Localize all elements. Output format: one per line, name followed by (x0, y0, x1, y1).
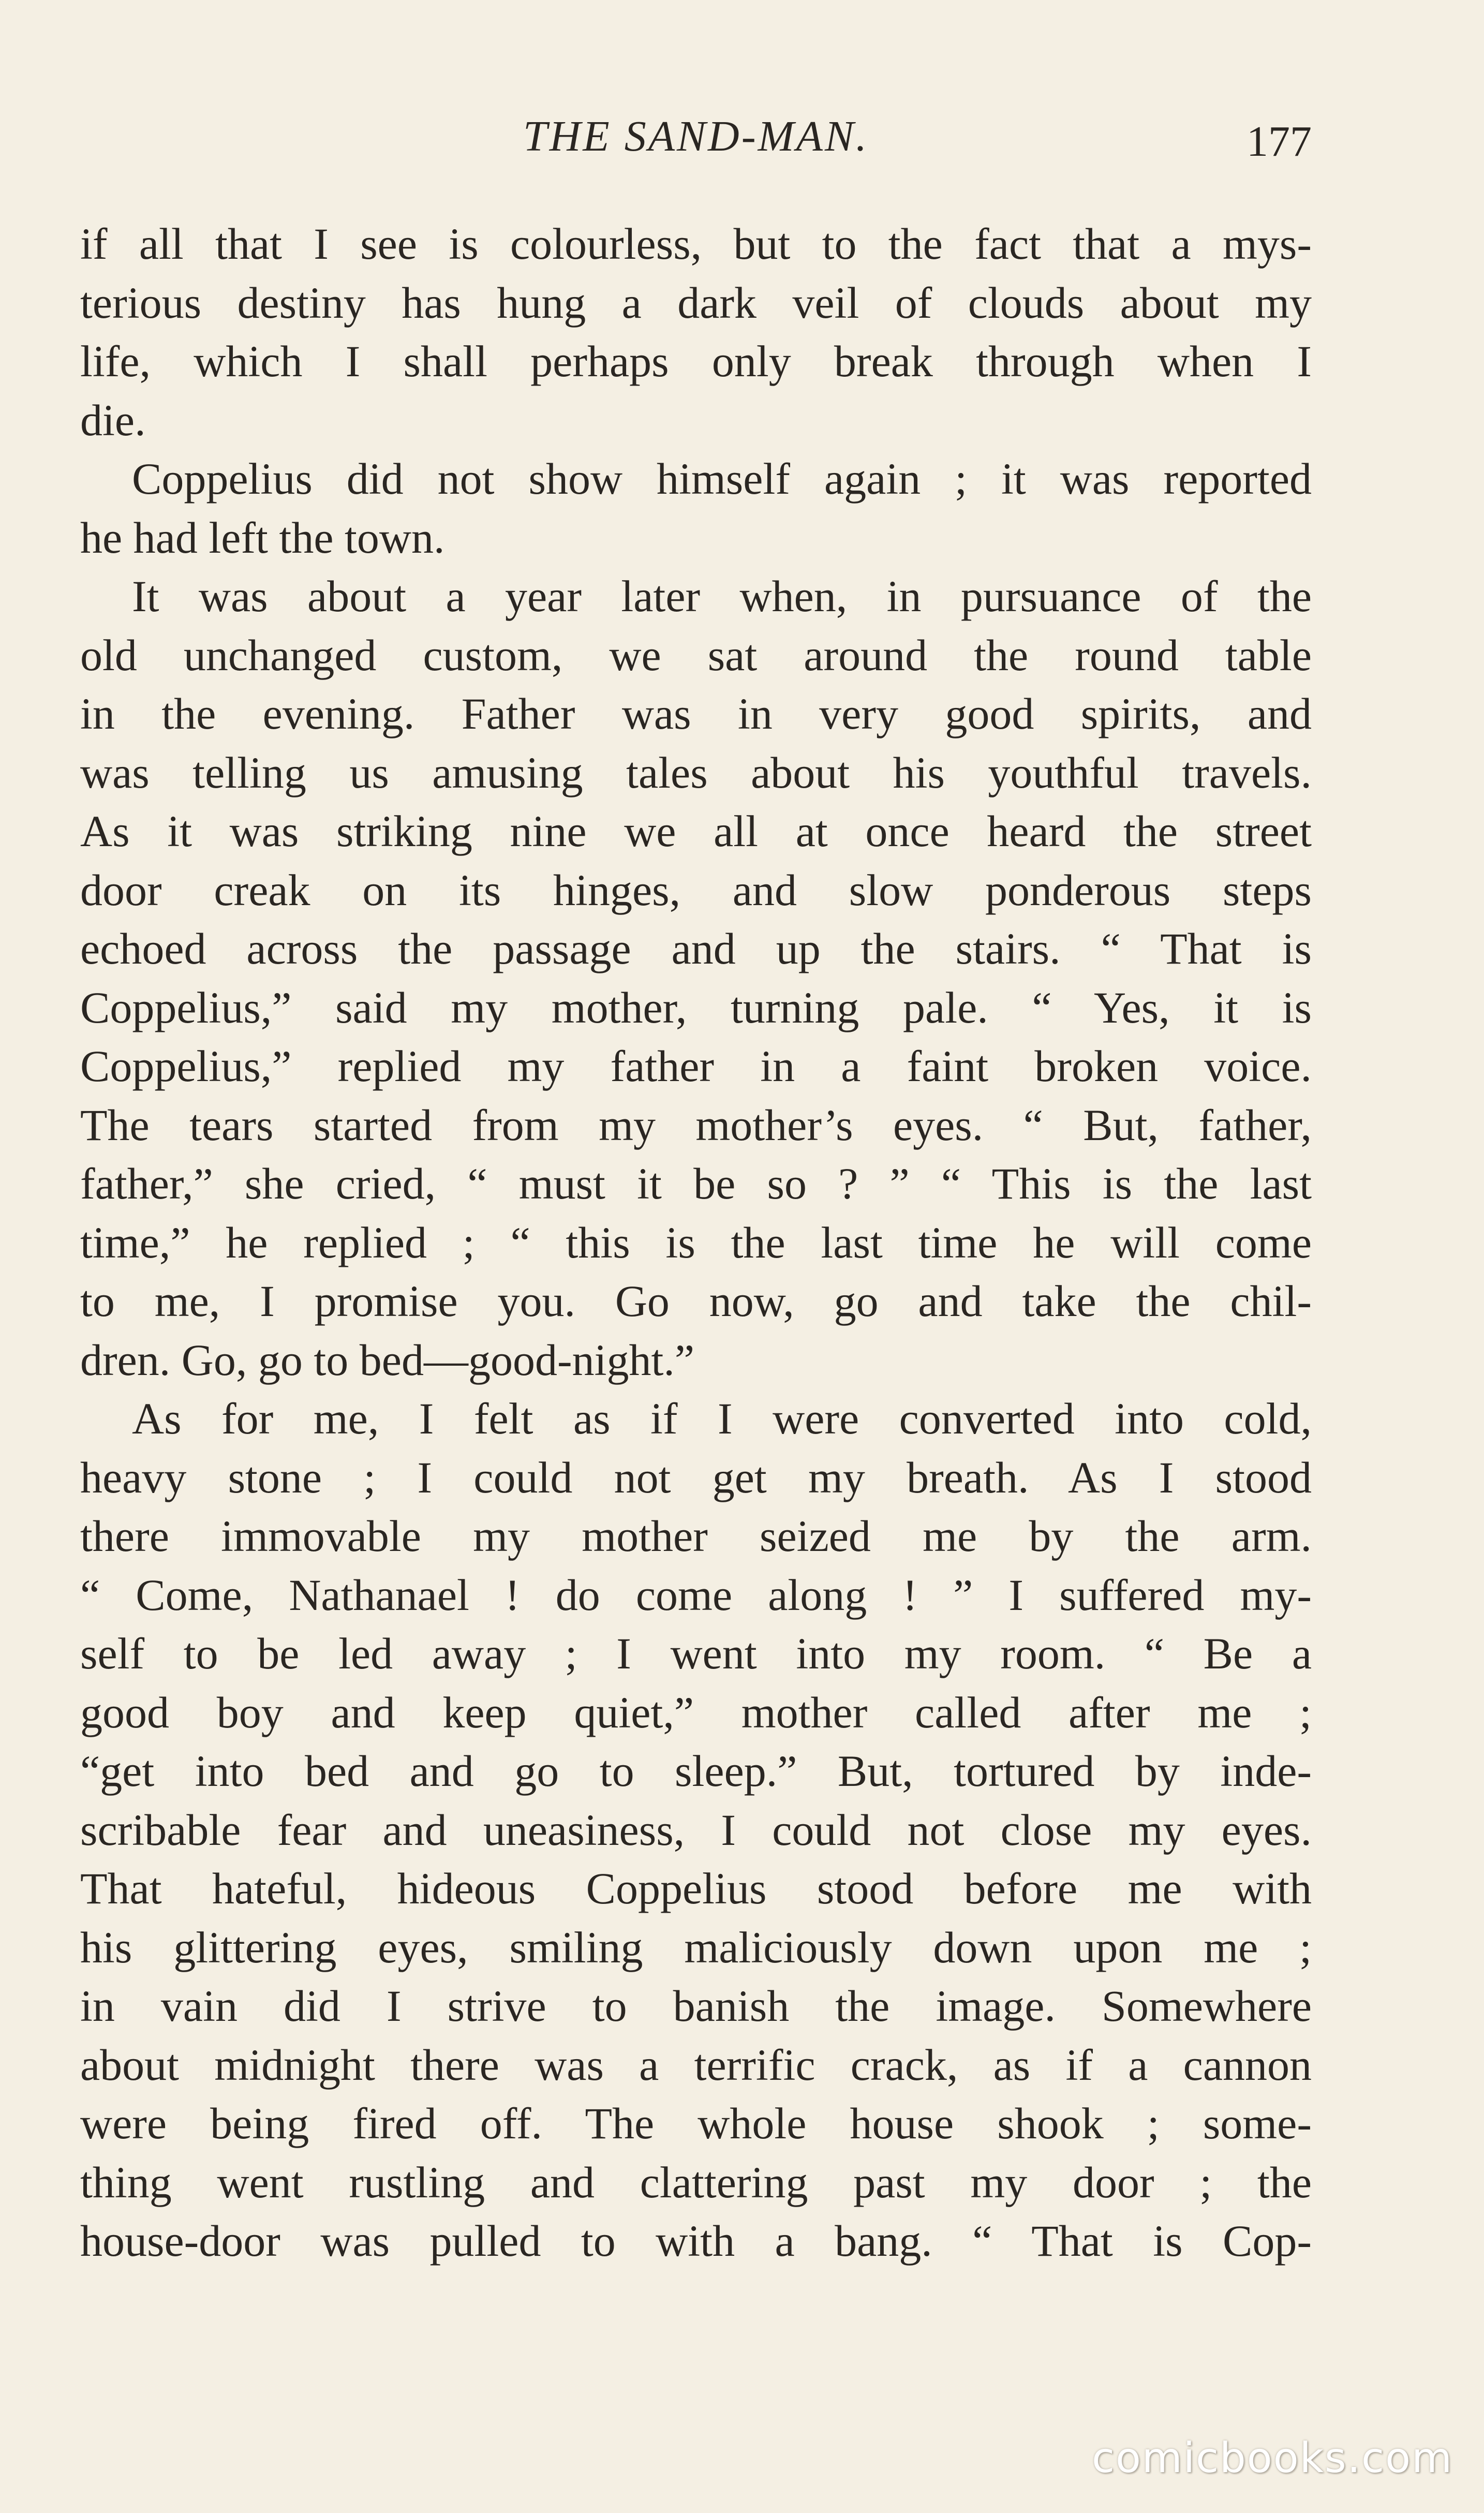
text-line: were being fired off. The whole house shook ; some- (80, 2098, 1312, 2148)
text-line: father,” she cried, “ must it be so ? ” “ This is the last (80, 1159, 1312, 1208)
text-line: dren. Go, go to bed—good-night.” (80, 1335, 695, 1385)
body-text (80, 215, 1312, 2271)
text-line: terious destiny has hung a dark veil of clouds about my (80, 277, 1312, 328)
running-head (80, 111, 1312, 173)
text-line: thing went rustling and clattering past my door ; the (80, 2157, 1312, 2207)
text-line: in vain did I strive to banish the image. Somewhere (80, 1981, 1312, 2031)
text-line: old unchanged custom, we sat around the round table (80, 630, 1312, 680)
text-line: scribable fear and uneasiness, I could not close my eyes. (80, 1805, 1312, 1855)
text-line: The tears started from my mother’s eyes. “ But, father, (80, 1100, 1312, 1150)
text-line: was telling us amusing tales about his youthful travels. (80, 747, 1312, 797)
text-line: life, which I shall perhaps only break through when I (80, 336, 1312, 386)
text-line: That hateful, hideous Coppelius stood before me with (80, 1864, 1312, 1913)
text-line: Coppelius,” said my mother, turning pale. “ Yes, it is (80, 982, 1312, 1032)
text-line: It was about a year later when, in pursuance of the (132, 571, 1312, 621)
text-line: good boy and keep quiet,” mother called after me ; (80, 1687, 1312, 1737)
text-line: self to be led away ; I went into my room. “ Be a (80, 1629, 1312, 1678)
text-line: if all that I see is colourless, but to the fact that a mys- (80, 219, 1312, 269)
text-line: about midnight there was a terrific crack, as if a cannon (80, 2039, 1312, 2090)
running-title: THE SAND-MAN. (523, 112, 869, 160)
watermark: comicbooks.com (1091, 2434, 1453, 2482)
text-line: door creak on its hinges, and slow ponderous steps (80, 865, 1312, 915)
text-line: in the evening. Father was in very good spirits, and (80, 689, 1312, 738)
text-line: house-door was pulled to with a bang. “ That is Cop- (80, 2216, 1312, 2266)
text-line: As it was striking nine we all at once heard the street (80, 806, 1312, 856)
text-line: his glittering eyes, smiling maliciously down upon me ; (80, 1922, 1312, 1972)
text-line: “ Come, Nathanael ! do come along ! ” I suffered my- (80, 1570, 1312, 1620)
page-number: 177 (1246, 117, 1312, 166)
text-line: Coppelius did not show himself again ; it was reported (132, 454, 1312, 504)
text-line: “get into bed and go to sleep.” But, tortured by inde- (80, 1746, 1312, 1796)
text-line: die. (80, 395, 146, 445)
text-line: heavy stone ; I could not get my breath. As I stood (80, 1452, 1312, 1502)
text-line: As for me, I felt as if I were converted into cold, (132, 1394, 1312, 1443)
text-line: there immovable my mother seized me by the arm. (80, 1511, 1312, 1561)
text-line: time,” he replied ; “ this is the last time he will come (80, 1217, 1312, 1267)
text-line: echoed across the passage and up the stairs. “ That is (80, 924, 1312, 973)
text-line: to me, I promise you. Go now, go and take the chil- (80, 1276, 1312, 1326)
text-line: he had left the town. (80, 512, 445, 563)
text-line: Coppelius,” replied my father in a faint broken voice. (80, 1041, 1312, 1091)
